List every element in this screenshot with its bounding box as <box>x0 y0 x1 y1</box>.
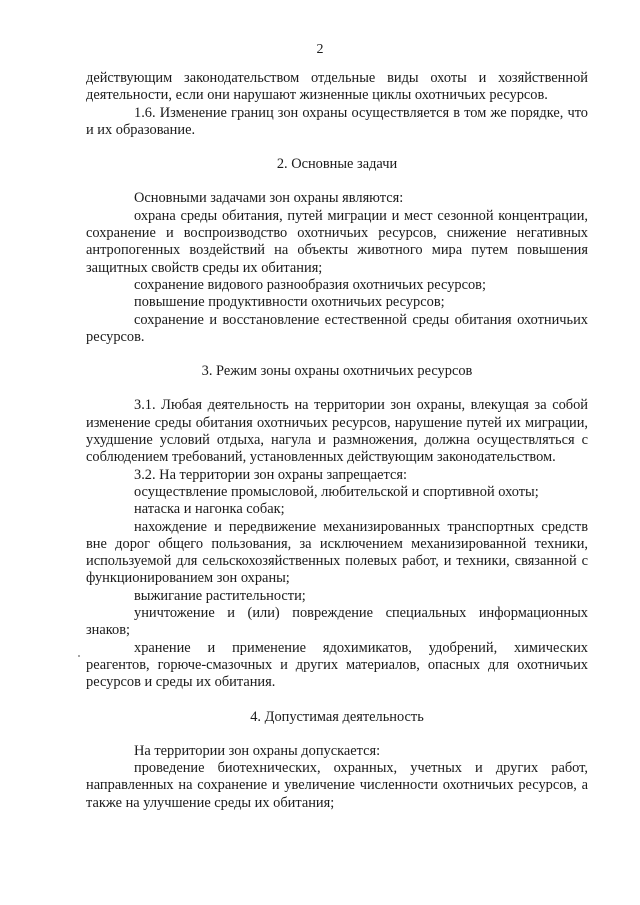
section-2-intro: Основными задачами зон охраны являются: <box>134 190 404 207</box>
section-3-item: уничтожение и (или) повреждение специальных информационных знаков; <box>86 605 588 639</box>
section-3-item: хранение и применение ядохимикатов, удобрений, химических реагентов, горюче-смазочных и других материалов, опасных для охотничьих ресурсов и среды их обитания. <box>86 639 588 691</box>
section-4-item: проведение биотехнических, охранных, учетных и других работ, направленных на сохранение и увеличение численности охотничьих ресурсов, а также на улучшение среды их обитания; <box>86 760 588 811</box>
section-2-item: сохранение видового разнообразия охотничьих ресурсов; <box>134 276 486 293</box>
section-2-heading: 2. Основные задачи <box>276 156 398 173</box>
paragraph-continuation: действующим законодательством отдельные виды охоты и хозяйственной деятельности, если они нарушают жизненные циклы охотничьих ресурсов. <box>86 70 588 104</box>
section-3-item: нахождение и передвижение механизированных транспортных средств вне дорог общего пользования, за исключением механизированной техники, используемой для сельскохозяйственных полевых работ, и техники, связанной с функционированием зон охраны; <box>86 518 588 587</box>
document-body <box>86 70 588 812</box>
section-4-heading: 4. Допустимая деятельность <box>250 708 424 725</box>
scan-speck <box>78 655 80 657</box>
section-2-item: сохранение и восстановление естественной среды обитания охотничьих ресурсов. <box>86 311 588 345</box>
section-3-item: выжигание растительности; <box>134 587 306 604</box>
section-3-item: натаска и нагонка собак; <box>134 501 285 518</box>
paragraph-1-6: 1.6. Изменение границ зон охраны осуществляется в том же порядке, что и их образование. <box>86 104 588 138</box>
section-3-item: осуществление промысловой, любительской и спортивной охоты; <box>134 483 539 500</box>
paragraph-3-1: 3.1. Любая деятельность на территории зон охраны, влекущая за собой изменение среды обитания охотничьих ресурсов, нарушение путей их миграции, ухудшение условий отдыха, нагула и размножения, должна осуществляться с соблюдением требований, установленных действующим законодательством. <box>86 397 588 466</box>
page-number: 2 <box>316 42 324 57</box>
section-2-item: охрана среды обитания, путей миграции и мест сезонной концентрации, сохранение и воспроизводство охотничьих ресурсов, снижение негативных антропогенных воздействий на объекты животного мира путем повышения защитных свойств среды их обитания; <box>86 207 588 276</box>
section-3-heading: 3. Режим зоны охраны охотничьих ресурсов <box>201 363 473 380</box>
section-2-item: повышение продуктивности охотничьих ресурсов; <box>134 294 445 311</box>
section-4-intro: На территории зон охраны допускается: <box>134 742 381 759</box>
paragraph-3-2: 3.2. На территории зон охраны запрещается: <box>134 466 407 483</box>
